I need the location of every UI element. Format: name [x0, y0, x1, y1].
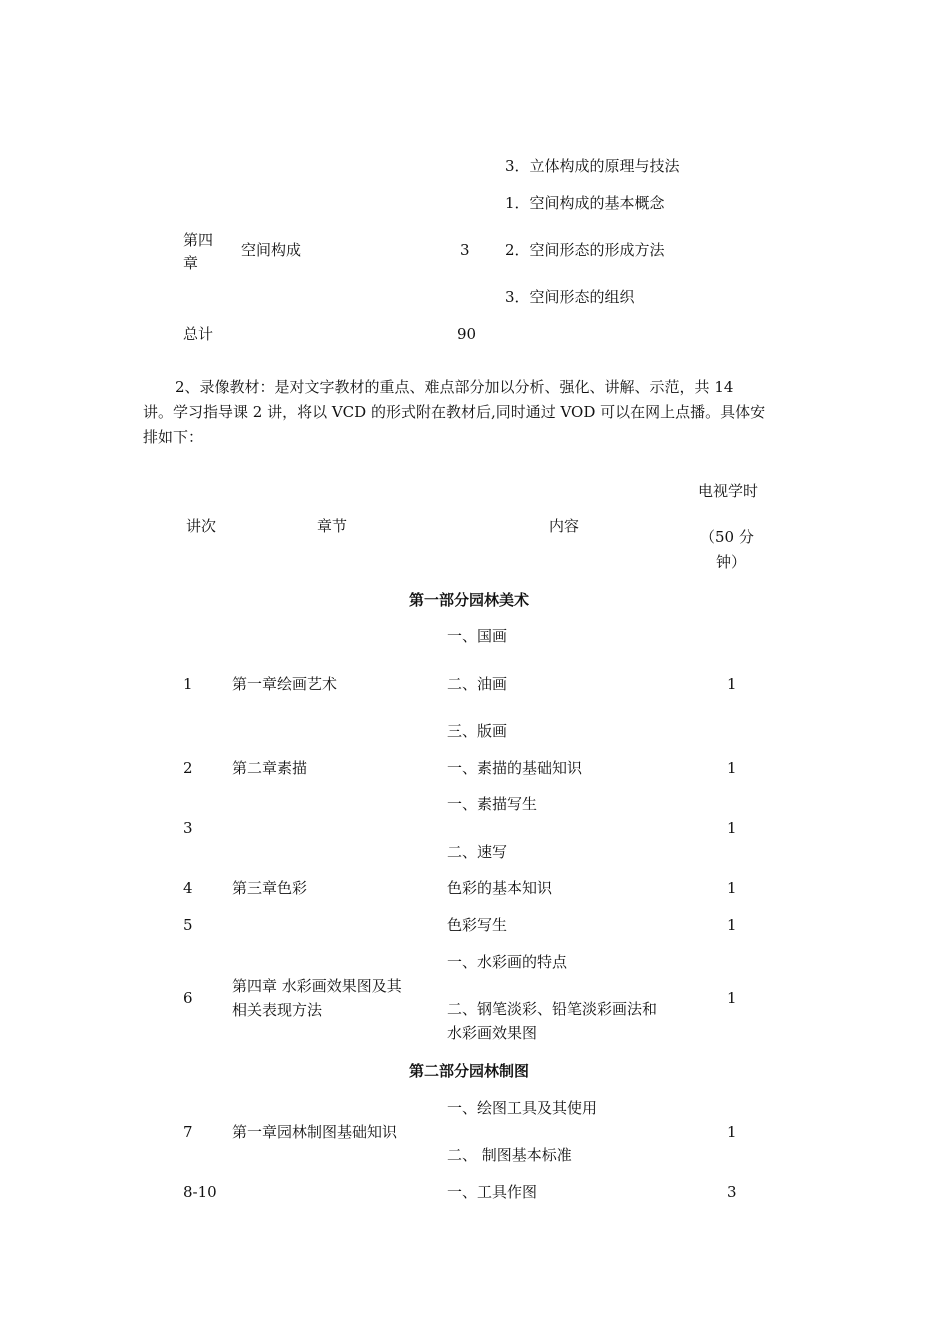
header-content: 内容: [549, 517, 580, 535]
row1-chapter: 第一章绘画艺术: [232, 675, 338, 693]
row8-hours: 3: [727, 1183, 737, 1201]
row7-lecture: 7: [183, 1123, 193, 1141]
row2-chapter: 第二章素描: [232, 759, 308, 777]
chapter4-item-1: 1．空间构成的基本概念: [505, 194, 665, 212]
row7-content-1: 一、绘图工具及其使用: [447, 1099, 598, 1117]
paragraph-line-2: 讲。学习指导课 2 讲，将以 VCD 的形式附在教材后,同时通过 VOD 可以在网上点播。具体安: [143, 403, 766, 421]
part1-title: 第一部分园林美术: [409, 591, 530, 609]
row2-hours: 1: [727, 759, 737, 777]
header-tv-hours-3: 钟）: [716, 553, 747, 571]
row1-content-2: 二、油画: [447, 675, 508, 693]
chapter4-item-2: 2．空间形态的形成方法: [505, 241, 665, 259]
row7-chapter: 第一章园林制图基础知识: [232, 1123, 398, 1141]
row3-lecture: 3: [183, 819, 193, 837]
row5-hours: 1: [727, 916, 737, 934]
chapter4-label-line1: 第四: [183, 231, 214, 249]
row2-lecture: 2: [183, 759, 193, 777]
row7-content-2: 二、 制图基本标准: [447, 1146, 572, 1164]
header-tv-hours-2: （50 分: [700, 528, 754, 546]
row3-content-1: 一、素描写生: [447, 795, 538, 813]
row6-content-3: 水彩画效果图: [447, 1024, 538, 1042]
row8-content-1: 一、工具作图: [447, 1183, 538, 1201]
row1-content-1: 一、国画: [447, 627, 508, 645]
chapter4-label-line2: 章: [183, 254, 199, 272]
row6-lecture: 6: [183, 989, 193, 1007]
row4-lecture: 4: [183, 879, 193, 897]
row7-hours: 1: [727, 1123, 737, 1141]
row6-chapter-line1: 第四章 水彩画效果图及其: [232, 977, 402, 995]
row3-hours: 1: [727, 819, 737, 837]
row4-content-1: 色彩的基本知识: [447, 879, 553, 897]
part2-title: 第二部分园林制图: [409, 1062, 530, 1080]
row4-chapter: 第三章色彩: [232, 879, 308, 897]
video-materials-paragraph: [143, 375, 808, 450]
chapter4-hours: 3: [460, 241, 470, 259]
paragraph-line-3: 排如下：: [143, 428, 204, 446]
row8-lecture: 8-10: [183, 1183, 217, 1201]
row3-content-2: 二、速写: [447, 843, 508, 861]
total-hours: 90: [457, 325, 477, 343]
chapter4-title: 空间构成: [241, 241, 302, 259]
row6-chapter-line2: 相关表现方法: [232, 1001, 323, 1019]
row5-content-1: 色彩写生: [447, 916, 508, 934]
row6-content-1: 一、水彩画的特点: [447, 953, 568, 971]
chapter4-item-3: 3．空间形态的组织: [505, 288, 635, 306]
header-tv-hours-1: 电视学时: [698, 482, 759, 500]
header-lecture: 讲次: [186, 517, 217, 535]
row1-hours: 1: [727, 675, 737, 693]
prev-item-3: 3．立体构成的原理与技法: [505, 157, 680, 175]
row5-lecture: 5: [183, 916, 193, 934]
header-chapter: 章节: [317, 517, 348, 535]
row1-content-3: 三、版画: [447, 722, 508, 740]
row4-hours: 1: [727, 879, 737, 897]
row6-hours: 1: [727, 989, 737, 1007]
total-label: 总计: [183, 325, 214, 343]
paragraph-line-1: 2、录像教材：是对文字教材的重点、难点部分加以分析、强化、讲解、示范，共 14: [175, 378, 734, 396]
row6-content-2: 二、钢笔淡彩、铅笔淡彩画法和: [447, 1000, 658, 1018]
row2-content-1: 一、素描的基础知识: [447, 759, 583, 777]
row1-lecture: 1: [183, 675, 193, 693]
